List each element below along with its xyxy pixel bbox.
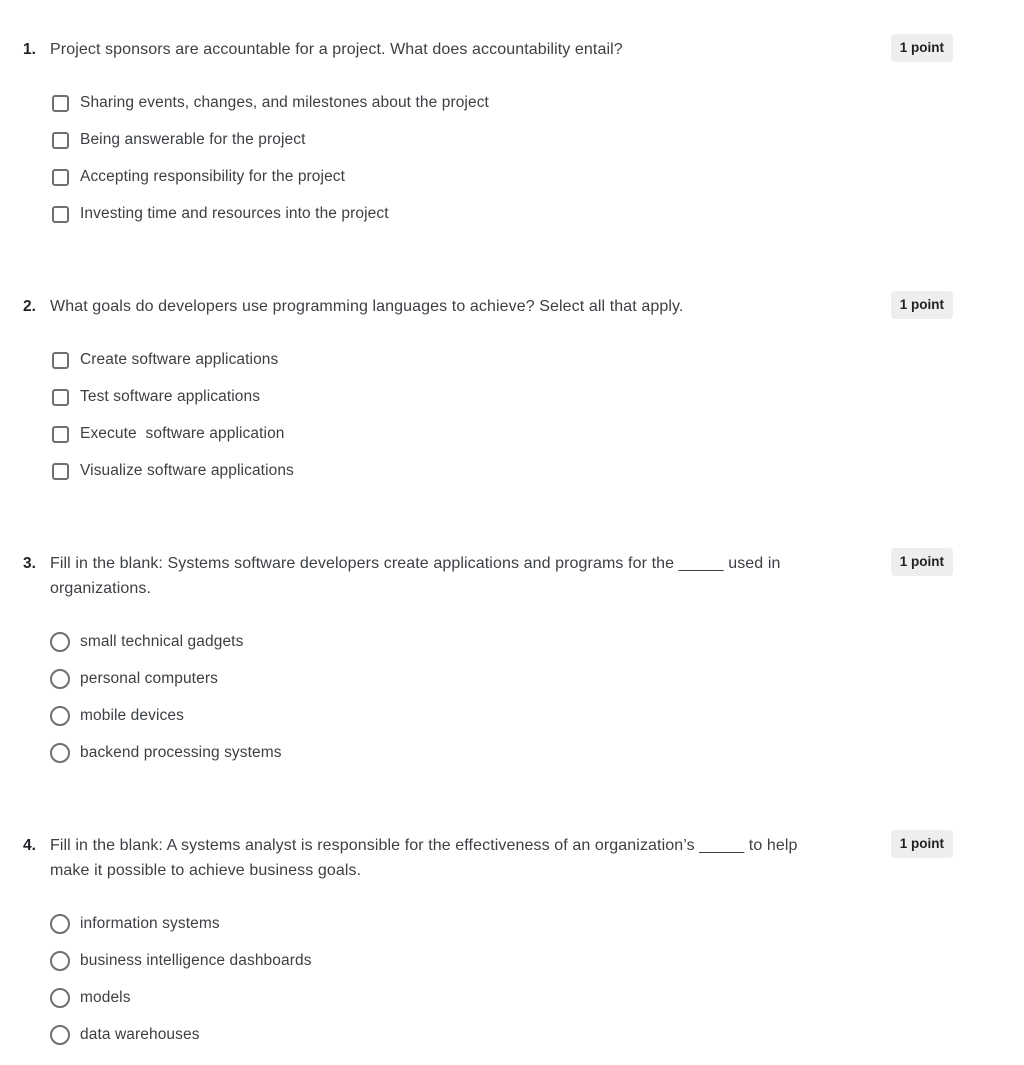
checkbox-unchecked-icon[interactable] [50, 204, 70, 224]
answer-option[interactable] [50, 914, 953, 934]
option-label: Create software applications [80, 351, 279, 368]
answer-option[interactable] [50, 632, 953, 652]
answer-option[interactable] [50, 669, 953, 689]
question-header [23, 37, 953, 62]
answer-option[interactable] [50, 387, 953, 407]
option-label: Sharing events, changes, and milestones about the project [80, 94, 489, 111]
radio-unchecked-icon[interactable] [50, 743, 70, 763]
option-label: small technical gadgets [80, 633, 244, 650]
points-badge: 1 point [891, 830, 953, 858]
checkbox-unchecked-icon[interactable] [50, 387, 70, 407]
answer-option[interactable] [50, 204, 953, 224]
points-badge: 1 point [891, 34, 953, 62]
option-label: Being answerable for the project [80, 131, 306, 148]
option-label: Investing time and resources into the project [80, 205, 389, 222]
points-badge: 1 point [891, 291, 953, 319]
question-header [23, 294, 953, 319]
radio-unchecked-icon[interactable] [50, 669, 70, 689]
question-header [23, 551, 953, 601]
points-badge: 1 point [891, 548, 953, 576]
checkbox-unchecked-icon[interactable] [50, 350, 70, 370]
options-list [50, 914, 953, 1045]
checkbox-unchecked-icon[interactable] [50, 130, 70, 150]
question-text: Fill in the blank: A systems analyst is responsible for the effectiveness of an organization’s _____ to help make it possible to achieve business goals. [50, 837, 798, 879]
answer-option[interactable] [50, 951, 953, 971]
option-label: data warehouses [80, 1026, 200, 1043]
question-number: 3. [23, 555, 36, 572]
option-label: personal computers [80, 670, 218, 687]
option-label: information systems [80, 915, 220, 932]
option-label: Test software applications [80, 388, 261, 405]
question-number: 1. [23, 41, 36, 58]
checkbox-unchecked-icon[interactable] [50, 167, 70, 187]
answer-option[interactable] [50, 167, 953, 187]
question-block [23, 294, 953, 481]
checkbox-unchecked-icon[interactable] [50, 424, 70, 444]
radio-unchecked-icon[interactable] [50, 632, 70, 652]
answer-option[interactable] [50, 424, 953, 444]
question-number: 2. [23, 298, 36, 315]
option-label: backend processing systems [80, 744, 282, 761]
question-text: Fill in the blank: Systems software developers create applications and programs for the _____ used in organizations. [50, 555, 781, 597]
question-text: What goals do developers use programming languages to achieve? Select all that apply. [50, 298, 684, 315]
option-label: Accepting responsibility for the project [80, 168, 346, 185]
option-label: business intelligence dashboards [80, 952, 312, 969]
checkbox-unchecked-icon[interactable] [50, 461, 70, 481]
option-label: Execute software application [80, 425, 285, 442]
question-header [23, 833, 953, 883]
answer-option[interactable] [50, 461, 953, 481]
answer-option[interactable] [50, 93, 953, 113]
question-block [23, 551, 953, 763]
answer-option[interactable] [50, 706, 953, 726]
options-list [50, 632, 953, 763]
radio-unchecked-icon[interactable] [50, 706, 70, 726]
question-text: Project sponsors are accountable for a project. What does accountability entail? [50, 41, 623, 58]
options-list [50, 350, 953, 481]
question-block [23, 833, 953, 1045]
radio-unchecked-icon[interactable] [50, 988, 70, 1008]
question-number: 4. [23, 837, 36, 854]
answer-option[interactable] [50, 130, 953, 150]
checkbox-unchecked-icon[interactable] [50, 93, 70, 113]
radio-unchecked-icon[interactable] [50, 1025, 70, 1045]
radio-unchecked-icon[interactable] [50, 914, 70, 934]
radio-unchecked-icon[interactable] [50, 951, 70, 971]
answer-option[interactable] [50, 350, 953, 370]
option-label: models [80, 989, 131, 1006]
answer-option[interactable] [50, 1025, 953, 1045]
options-list [50, 93, 953, 224]
answer-option[interactable] [50, 988, 953, 1008]
option-label: Visualize software applications [80, 462, 294, 479]
question-block [23, 37, 953, 224]
answer-option[interactable] [50, 743, 953, 763]
option-label: mobile devices [80, 707, 184, 724]
